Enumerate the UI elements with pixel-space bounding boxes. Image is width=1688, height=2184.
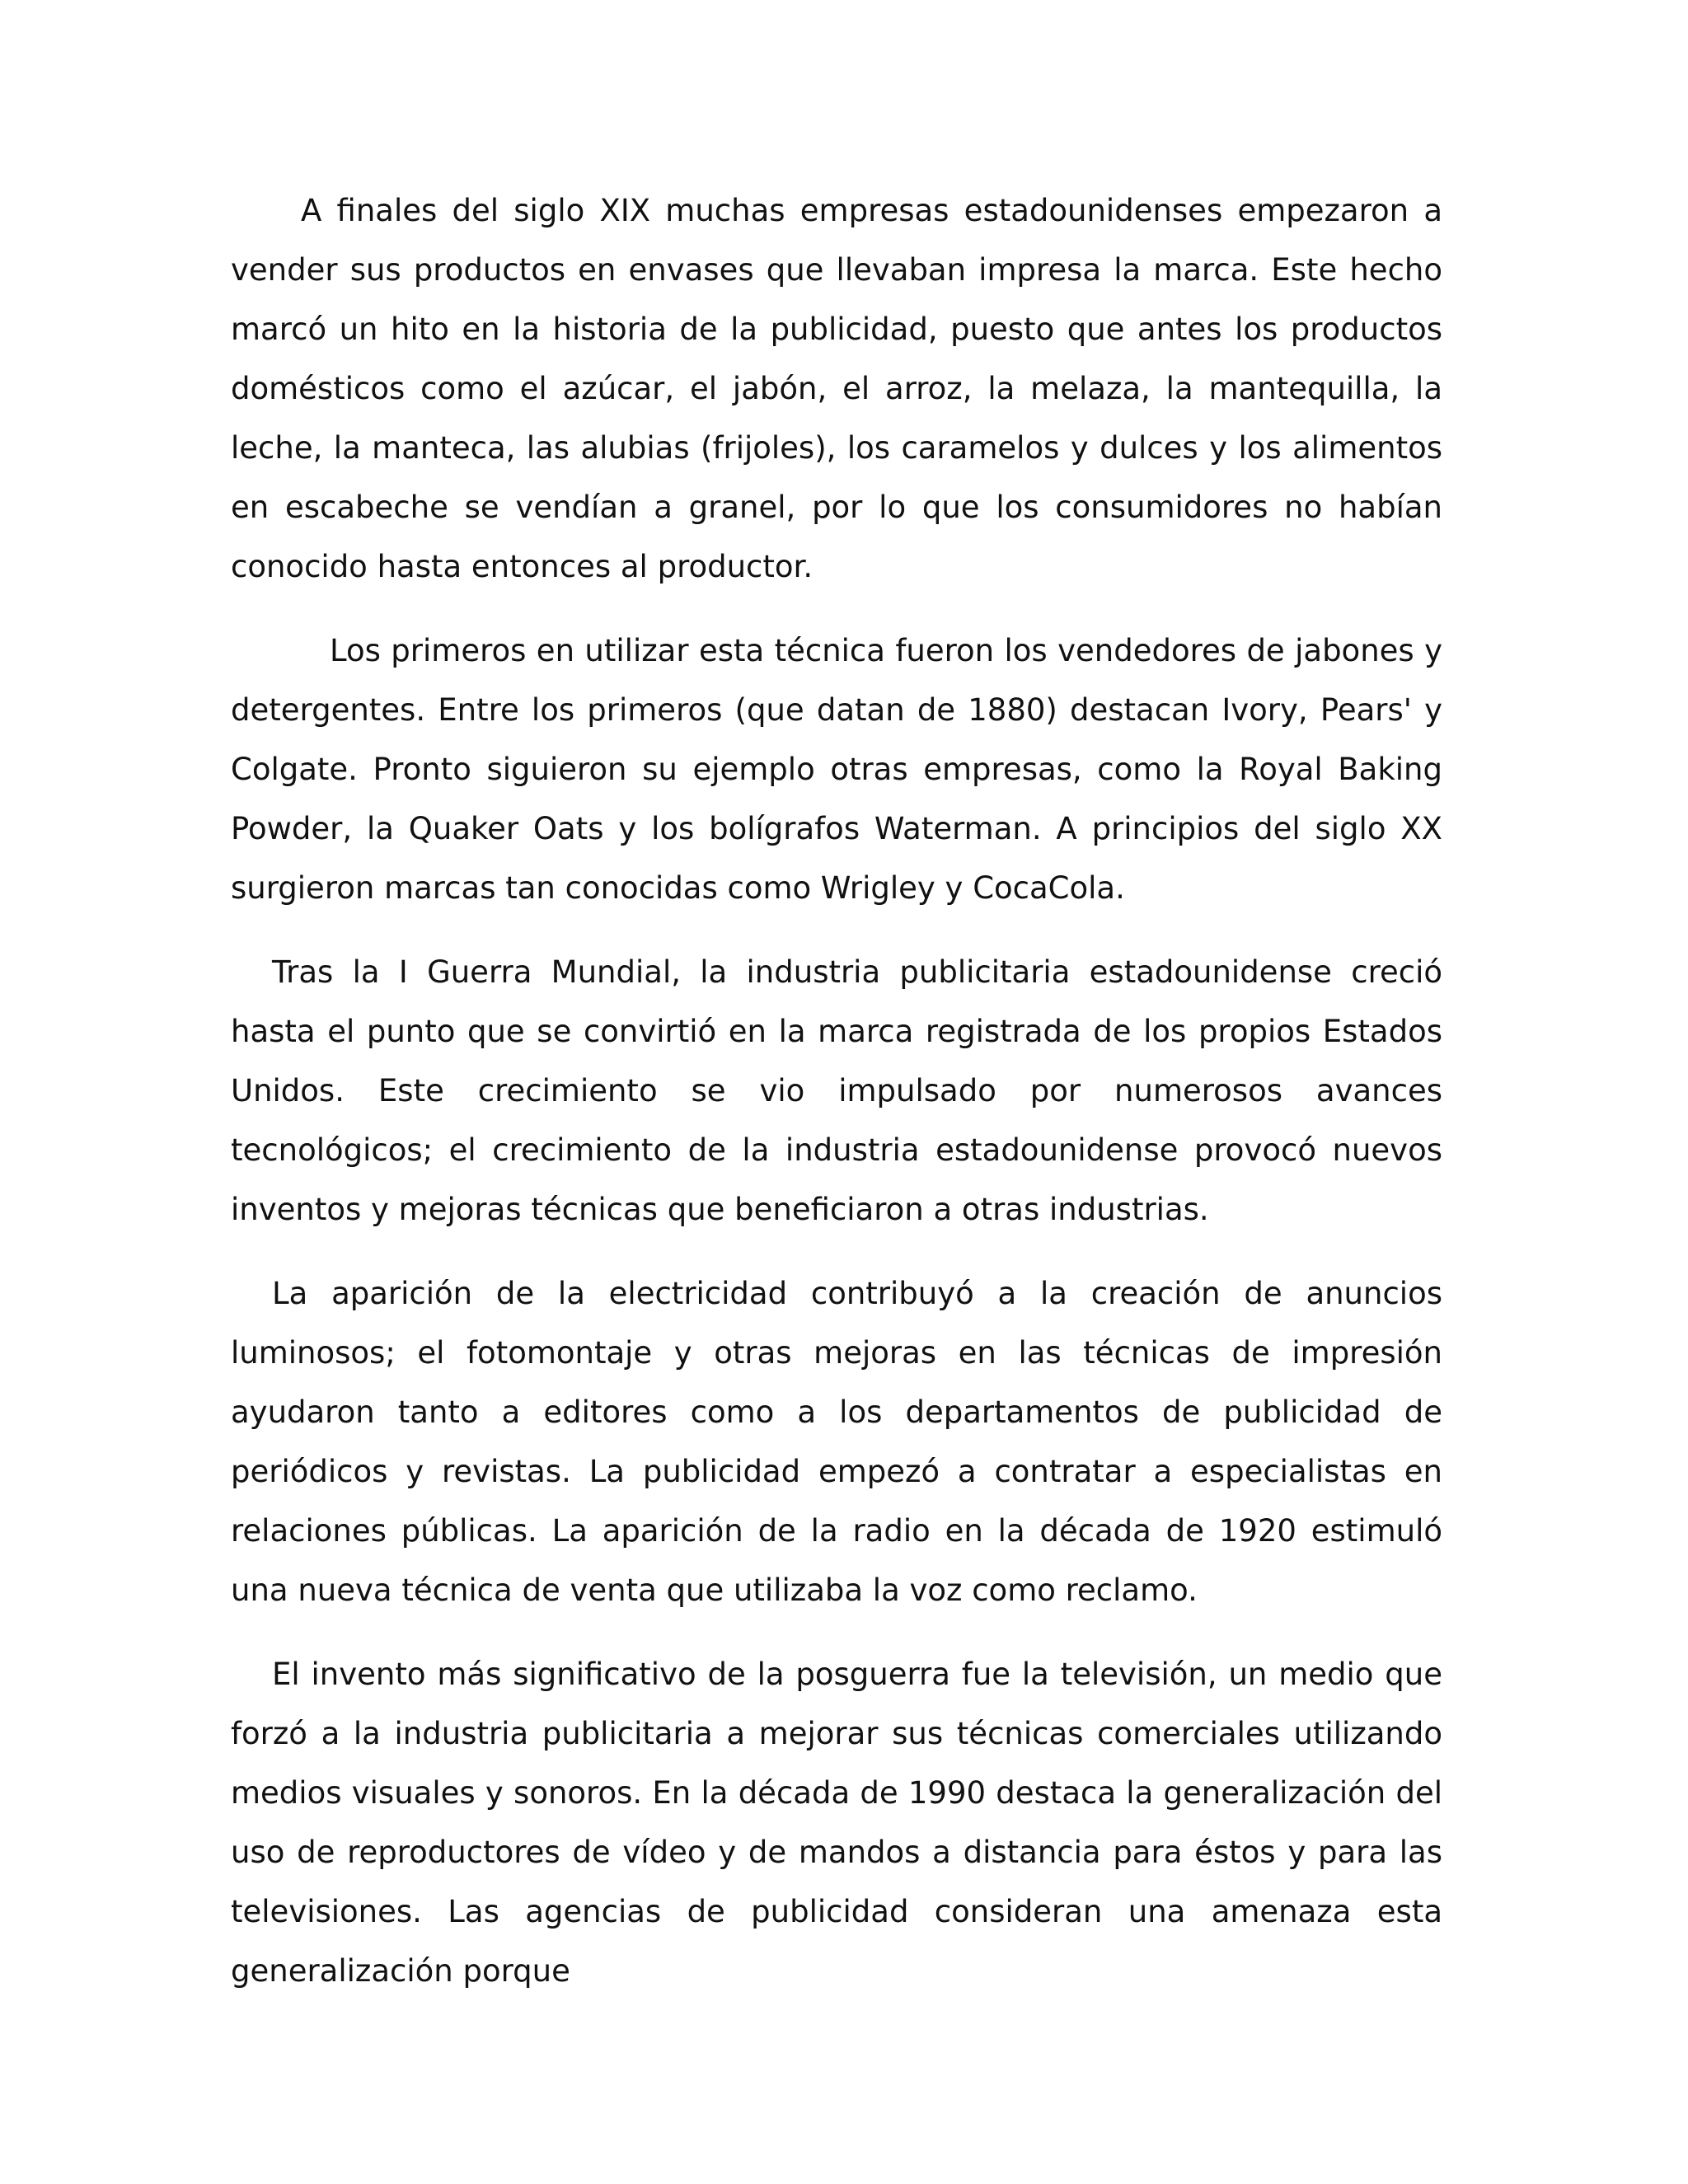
document-body (231, 181, 1442, 2026)
paragraph-4: La aparición de la electricidad contribuyó a la creación de anuncios luminosos; el fotomontaje y otras mejoras en las técnicas de impresión ayudaron tanto a editores como a los departamentos de publicidad de periódicos y revistas. La publicidad empezó a contratar a especialistas en relaciones públicas. La aparición de la radio en la década de 1920 estimuló una nueva técnica de venta que utilizaba la voz como reclamo. (231, 1276, 1442, 1608)
paragraph-1: A finales del siglo XIX muchas empresas estadounidenses empezaron a vender sus productos en envases que llevaban impresa la marca. Este hecho marcó un hito en la historia de la publicidad, puesto que antes los productos domésticos como el azúcar, el jabón, el arroz, la melaza, la mantequilla, la leche, la manteca, las alubias (frijoles), los caramelos y dulces y los alimentos en escabeche se vendían a granel, por lo que los consumidores no habían conocido hasta entonces al productor. (231, 193, 1442, 584)
paragraph-3: Tras la I Guerra Mundial, la industria publicitaria estadounidense creció hasta el punto que se convirtió en la marca registrada de los propios Estados Unidos. Este crecimiento se vio impulsado por numerosos avances tecnológicos; el crecimiento de la industria estadounidense provocó nuevos inventos y mejoras técnicas que beneficiaron a otras industrias. (231, 954, 1442, 1227)
paragraph-2: Los primeros en utilizar esta técnica fueron los vendedores de jabones y detergentes. Entre los primeros (que datan de 1880) destacan Ivory, Pears' y Colgate. Pronto siguieron su ejemplo otras empresas, como la Royal Baking Powder, la Quaker Oats y los bolígrafos Waterman. A principios del siglo XX surgieron marcas tan conocidas como Wrigley y CocaCola. (231, 633, 1442, 906)
paragraph-5: El invento más significativo de la posguerra fue la televisión, un medio que forzó a la industria publicitaria a mejorar sus técnicas comerciales utilizando medios visuales y sonoros. En la década de 1990 destaca la generalización del uso de reproductores de vídeo y de mandos a distancia para éstos y para las televisiones. Las agencias de publicidad consideran una amenaza esta generalización porque (231, 1657, 1442, 1989)
